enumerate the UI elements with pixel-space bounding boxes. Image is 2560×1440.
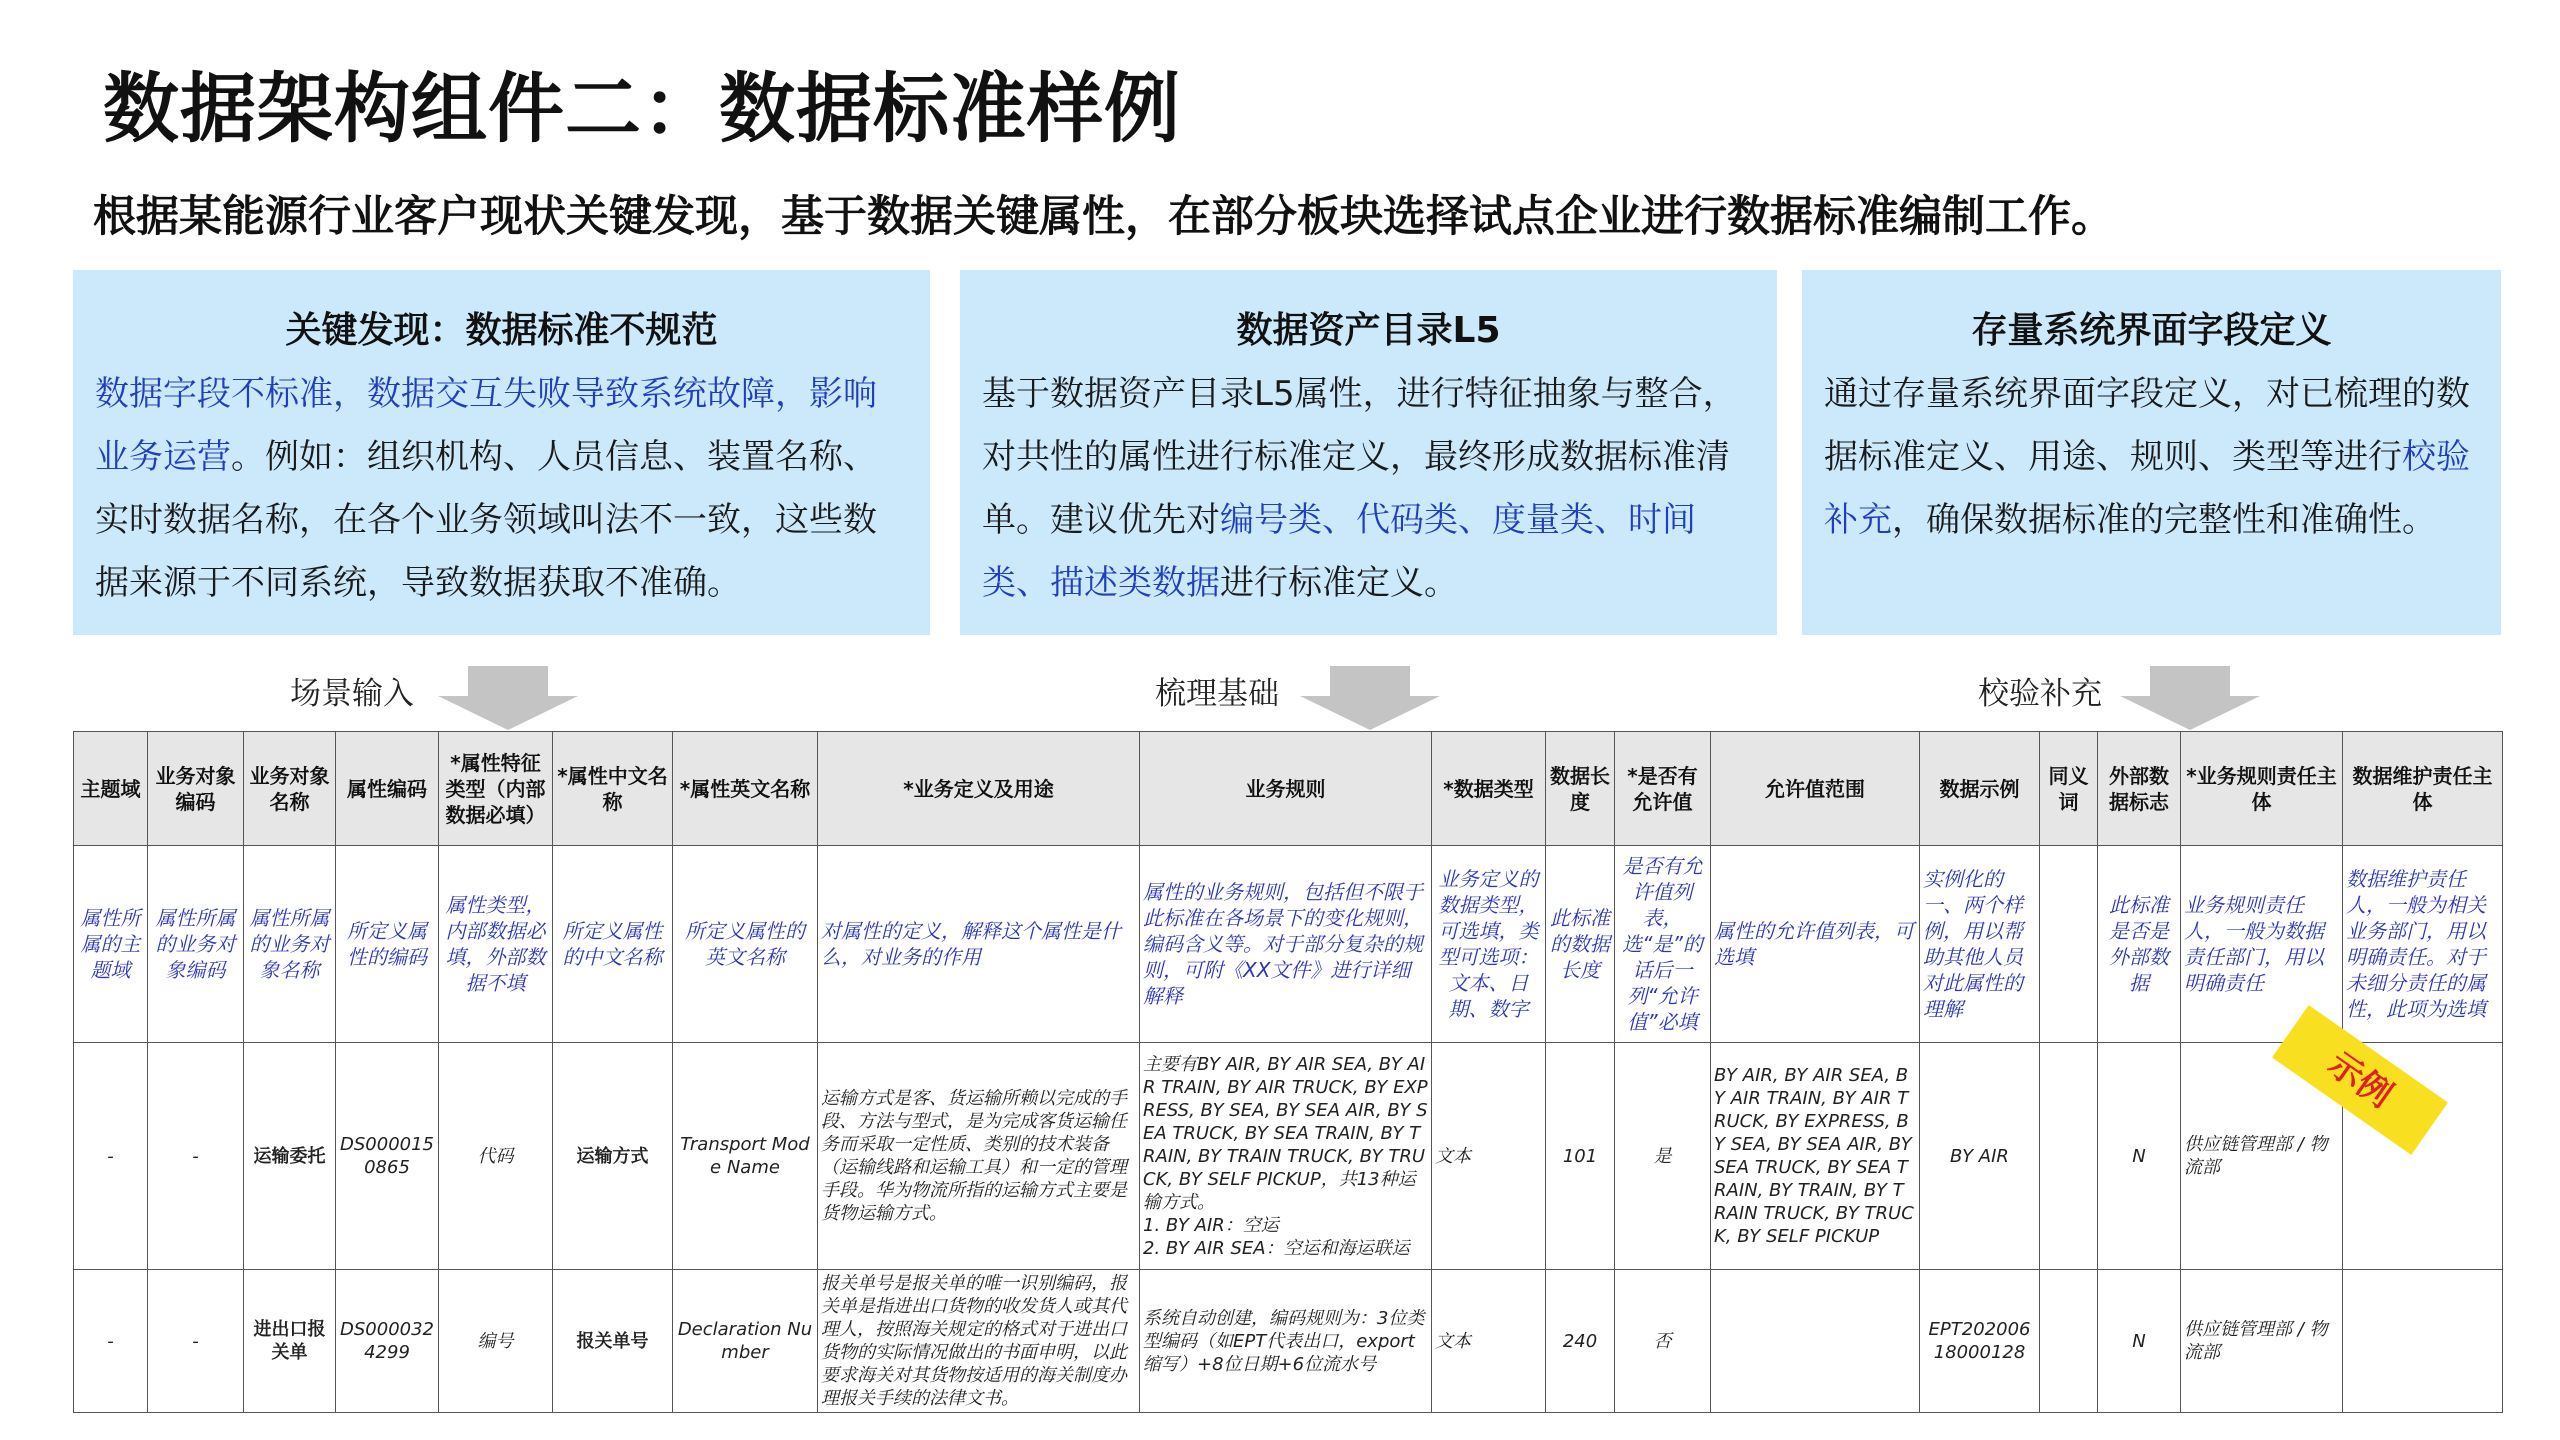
description-cell: 所定义属性的编码: [336, 846, 439, 1043]
down-arrow-icon: [2120, 666, 2260, 730]
table-cell: -: [148, 1043, 244, 1270]
asset-catalog-text: [982, 363, 1755, 615]
description-cell: 业务规则责任人，一般为数据责任部门，用以明确责任: [2181, 846, 2343, 1043]
flow-label-verification: 校验补充: [1978, 676, 2102, 712]
table-cell: 101: [1546, 1043, 1615, 1270]
asset-catalog-box: [960, 270, 1777, 635]
column-header: 业务规则: [1140, 732, 1432, 846]
field-definition-text: [1824, 363, 2479, 552]
table-cell: -: [74, 1270, 148, 1413]
field-definition-box: [1802, 270, 2501, 635]
description-cell: [2040, 846, 2098, 1043]
table-cell: 编号: [439, 1270, 553, 1413]
table-cell: 供应链管理部 / 物流部: [2181, 1270, 2343, 1413]
page-subtitle: 根据某能源行业客户现状关键发现，基于数据关键属性，在部分板块选择试点企业进行数据标准编制工作。: [93, 192, 2114, 242]
field-definition-body-a: 通过存量系统界面字段定义，对已梳理的数据标准定义、用途、规则、类型等进行: [1824, 374, 2470, 477]
table-cell: [2343, 1270, 2503, 1413]
description-cell: 属性类型，内部数据必填，外部数据不填: [439, 846, 553, 1043]
table-header-row: [74, 732, 2503, 846]
asset-catalog-heading: 数据资产目录L5: [1236, 310, 1501, 351]
column-header: 数据长度: [1546, 732, 1615, 846]
table-cell: [2040, 1043, 2098, 1270]
table-cell: BY AIR, BY AIR SEA, BY AIR TRAIN, BY AIR TRUCK, BY EXPRESS, BY SEA, BY SEA AIR, BY SEA TRUCK, BY SEA TRAIN, BY TRAIN, BY TRAIN TRUCK, BY TRUCK, BY SELF PICKUP: [1711, 1043, 1920, 1270]
description-cell: 数据维护责任人，一般为相关业务部门，用以明确责任。对于未细分责任的属性，此项为选填: [2343, 846, 2503, 1043]
key-findings-box: [73, 270, 930, 635]
table-cell: N: [2098, 1270, 2181, 1413]
table-cell: EPT20200618000128: [1920, 1270, 2040, 1413]
field-definition-body-b: ，确保数据标准的完整性和准确性。: [1892, 500, 2436, 540]
down-arrow-icon: [1300, 666, 1440, 730]
table-cell: 系统自动创建，编码规则为：3位类型编码（如EPT代表出口，export缩写）+8位日期+6位流水号: [1140, 1270, 1432, 1413]
table-row: [74, 1270, 2503, 1413]
key-findings-text: [95, 363, 908, 615]
column-header: 数据示例: [1920, 732, 2040, 846]
description-cell: 是否有允许值列表，选“是”的话后一列“允许值”必填: [1615, 846, 1711, 1043]
column-header: *属性中文名称: [553, 732, 673, 846]
table-cell: 否: [1615, 1270, 1711, 1413]
key-findings-heading: 关键发现：数据标准不规范: [285, 310, 718, 351]
table-cell: 运输方式: [553, 1043, 673, 1270]
table-cell: 运输委托: [244, 1043, 336, 1270]
table-cell: BY AIR: [1920, 1043, 2040, 1270]
page-title: 数据架构组件二：数据标准样例: [103, 64, 1181, 153]
column-header: *是否有允许值: [1615, 732, 1711, 846]
description-cell: 所定义属性的中文名称: [553, 846, 673, 1043]
column-header: 属性编码: [336, 732, 439, 846]
description-cell: 此标准的数据长度: [1546, 846, 1615, 1043]
table-cell: 是: [1615, 1043, 1711, 1270]
table-cell: 主要有BY AIR, BY AIR SEA, BY AIR TRAIN, BY AIR TRUCK, BY EXPRESS, BY SEA, BY SEA AIR, BY SEA TRUCK, BY SEA TRAIN, BY TRAIN, BY TRAIN TRUCK, BY TRUCK, BY SELF PICKUP，共13种运输方式。 1. BY AIR：空运 2. BY AIR SEA：空运和海运联运: [1140, 1043, 1432, 1270]
table-cell: 进出口报关单: [244, 1270, 336, 1413]
table-cell: 报关单号是报关单的唯一识别编码，报关单是指进出口货物的收发货人或其代理人，按照海关规定的格式对于进出口货物的实际情况做出的书面申明，以此要求海关对其货物按适用的海关制度办理报关手续的法律文书。: [818, 1270, 1140, 1413]
table-cell: 报关单号: [553, 1270, 673, 1413]
table-cell: 代码: [439, 1043, 553, 1270]
table-cell: 240: [1546, 1270, 1615, 1413]
table-cell: [2040, 1270, 2098, 1413]
column-header: 业务对象编码: [148, 732, 244, 846]
description-cell: 对属性的定义，解释这个属性是什么，对业务的作用: [818, 846, 1140, 1043]
column-header: 允许值范围: [1711, 732, 1920, 846]
column-header: *业务定义及用途: [818, 732, 1140, 846]
table-cell: DS0000150865: [336, 1043, 439, 1270]
flow-label-foundation: 梳理基础: [1155, 676, 1279, 712]
table-row: [74, 1043, 2503, 1270]
table-cell: DS0000324299: [336, 1270, 439, 1413]
table-cell: Declaration Number: [673, 1270, 818, 1413]
column-header: *属性特征类型（内部数据必填）: [439, 732, 553, 846]
key-findings-highlight: 数据字段不标准，数据交互失败导致系统故障，影响业务运营: [95, 374, 877, 477]
column-header: 主题域: [74, 732, 148, 846]
field-definition-highlight: 校验补充: [1824, 437, 2470, 540]
column-header: *数据类型: [1432, 732, 1546, 846]
table-cell: 文本: [1432, 1270, 1546, 1413]
column-header: *属性英文名称: [673, 732, 818, 846]
table-cell: 文本: [1432, 1043, 1546, 1270]
description-cell: 属性的业务规则，包括但不限于此标准在各场景下的变化规则，编码含义等。对于部分复杂的规则，可附《XX文件》进行详细解释: [1140, 846, 1432, 1043]
description-cell: 属性所属的主题域: [74, 846, 148, 1043]
table-cell: Transport Mode Name: [673, 1043, 818, 1270]
column-header: 外部数据标志: [2098, 732, 2181, 846]
example-stamp: 示例: [2272, 1005, 2448, 1155]
field-definition-heading: 存量系统界面字段定义: [1971, 310, 2332, 351]
description-cell: 实例化的一、两个样例，用以帮助其他人员对此属性的理解: [1920, 846, 2040, 1043]
asset-catalog-body-a: 基于数据资产目录L5属性，进行特征抽象与整合，对共性的属性进行标准定义，最终形成数据标准清单。建议优先对: [982, 374, 1737, 540]
asset-catalog-body-b: 进行标准定义。: [1220, 563, 1458, 603]
column-header: 数据维护责任主体: [2343, 732, 2503, 846]
data-standard-table: [73, 731, 2503, 1413]
table-cell: -: [74, 1043, 148, 1270]
column-header: 同义词: [2040, 732, 2098, 846]
description-cell: 属性所属的业务对象名称: [244, 846, 336, 1043]
description-cell: 属性的允许值列表，可选填: [1711, 846, 1920, 1043]
flow-label-scene-input: 场景输入: [290, 676, 414, 712]
column-header: 业务对象名称: [244, 732, 336, 846]
table-cell: 供应链管理部 / 物流部: [2181, 1043, 2343, 1270]
table-cell: 运输方式是客、货运输所赖以完成的手段、方法与型式，是为完成客货运输任务而采取一定性质、类别的技术装备（运输线路和运输工具）和一定的管理手段。华为物流所指的运输方式主要是货物运输方式。: [818, 1043, 1140, 1270]
table-cell: -: [148, 1270, 244, 1413]
column-header: *业务规则责任主体: [2181, 732, 2343, 846]
description-cell: 业务定义的数据类型，可选填，类型可选项：文本、日期、数字: [1432, 846, 1546, 1043]
table-cell: [1711, 1270, 1920, 1413]
asset-catalog-highlight: 编号类、代码类、度量类、时间类、描述类数据: [982, 500, 1696, 603]
description-cell: 此标准是否是外部数据: [2098, 846, 2181, 1043]
description-cell: 属性所属的业务对象编码: [148, 846, 244, 1043]
key-findings-body: 。例如：组织机构、人员信息、装置名称、实时数据名称，在各个业务领域叫法不一致，这些数据来源于不同系统，导致数据获取不准确。: [95, 437, 877, 603]
description-cell: 所定义属性的英文名称: [673, 846, 818, 1043]
table-cell: N: [2098, 1043, 2181, 1270]
table-description-row: [74, 846, 2503, 1043]
down-arrow-icon: [438, 666, 578, 730]
data-standard-table-wrap: [73, 731, 2502, 1407]
